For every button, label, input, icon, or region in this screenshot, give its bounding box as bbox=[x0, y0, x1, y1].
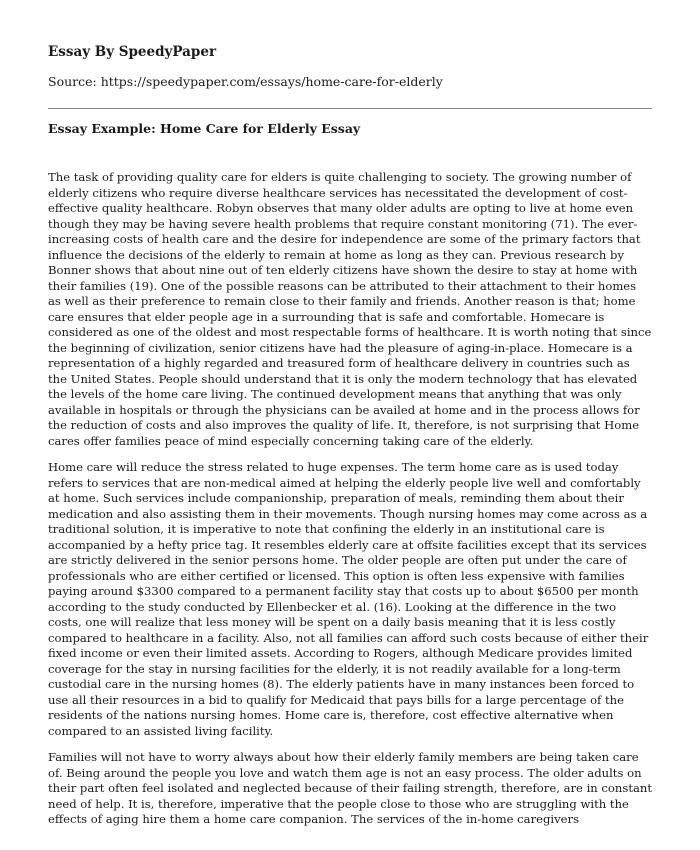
source-line: Source: https://speedypaper.com/essays/home-care-for-elderly bbox=[48, 74, 443, 89]
paragraph-2: Home care will reduce the stress related to huge expenses. The term home care as is used today refers to services that are non-medical aimed at helping the elderly people live well and comfortably at home. Such services include companionship, preparation of meals, reminding them about their medication and also assisting them in their movements. Though nursing homes may come across as a traditional solution, it is imperative to note that confining the elderly in an institutional care is accompanied by a hefty price tag. It resembles elderly care at offsite facilities except that its services are strictly delivered in the senior persons home. The older people are often put under the care of professionals who are either certified or licensed. This option is often less expensive with families paying around $3300 compared to a permanent facility stay that costs up to about $6500 per month according to the study conducted by Ellenbecker et al. (16). Looking at the difference in the two costs, one will realize that less money will be spent on a daily basis meaning that it is less costly compared to healthcare in a facility. Also, not all families can afford such costs because of either their fixed income or even their limited assets. According to Rogers, although Medicare provides limited coverage for the stay in nursing facilities for the elderly, it is not readily available for a long-term custodial care in the nursing homes (8). The elderly patients have in many instances been forced to use all their resources in a bid to qualify for Medicaid that pays bills for a large percentage of the residents of the nations nursing homes. Home care is, therefore, cost effective alternative when compared to an assisted living facility. bbox=[48, 460, 649, 738]
header-divider bbox=[48, 108, 652, 109]
paragraph-3: Families will not have to worry always about how their elderly family members are being taken care of. Being around the people you love and watch them age is not an easy process. The older adults on their part often feel isolated and neglected because of their failing strength, therefore, are in constant need of help. It is, therefore, imperative that the people close to those who are struggling with the effects of aging hire them a home care companion. The services of the in-home caregivers bbox=[48, 750, 653, 826]
paragraph-1: The task of providing quality care for elders is quite challenging to society. The growing number of elderly citizens who require diverse healthcare services has necessitated the development of cost-effective quality healthcare. Robyn observes that many older adults are opting to live at home even though they may be having severe health problems that require constant monitoring (71). The ever-increasing costs of health care and the desire for independence are some of the primary factors that influence the decisions of the elderly to remain at home as long as they can. Previous research by Bonner shows that about nine out of ten elderly citizens have shown the desire to stay at home with their families (19). One of the possible reasons can be attributed to their attachment to their homes as well as their preference to remain close to their family and friends. Another reason is that; home care ensures that elder people age in a surrounding that is safe and comfortable. Homecare is considered as one of the oldest and most respectable forms of healthcare. It is worth noting that since the beginning of civilization, senior citizens have had the pleasure of aging-in-place. Homecare is a representation of a highly regarded and treasured form of healthcare delivery in countries such as the United States. People should understand that it is only the modern technology that has elevated the levels of the home care living. The continued development means that anything that was only available in hospitals or through the physicians can be availed at home and in the process allows for the reduction of costs and also improves the quality of life. It, therefore, is not surprising that Home cares offer families peace of mind especially concerning taking care of the elderly. bbox=[48, 170, 652, 448]
essay-body bbox=[48, 170, 652, 839]
brand-heading: Essay By SpeedyPaper bbox=[48, 44, 217, 60]
essay-title: Essay Example: Home Care for Elderly Essay bbox=[48, 121, 361, 136]
